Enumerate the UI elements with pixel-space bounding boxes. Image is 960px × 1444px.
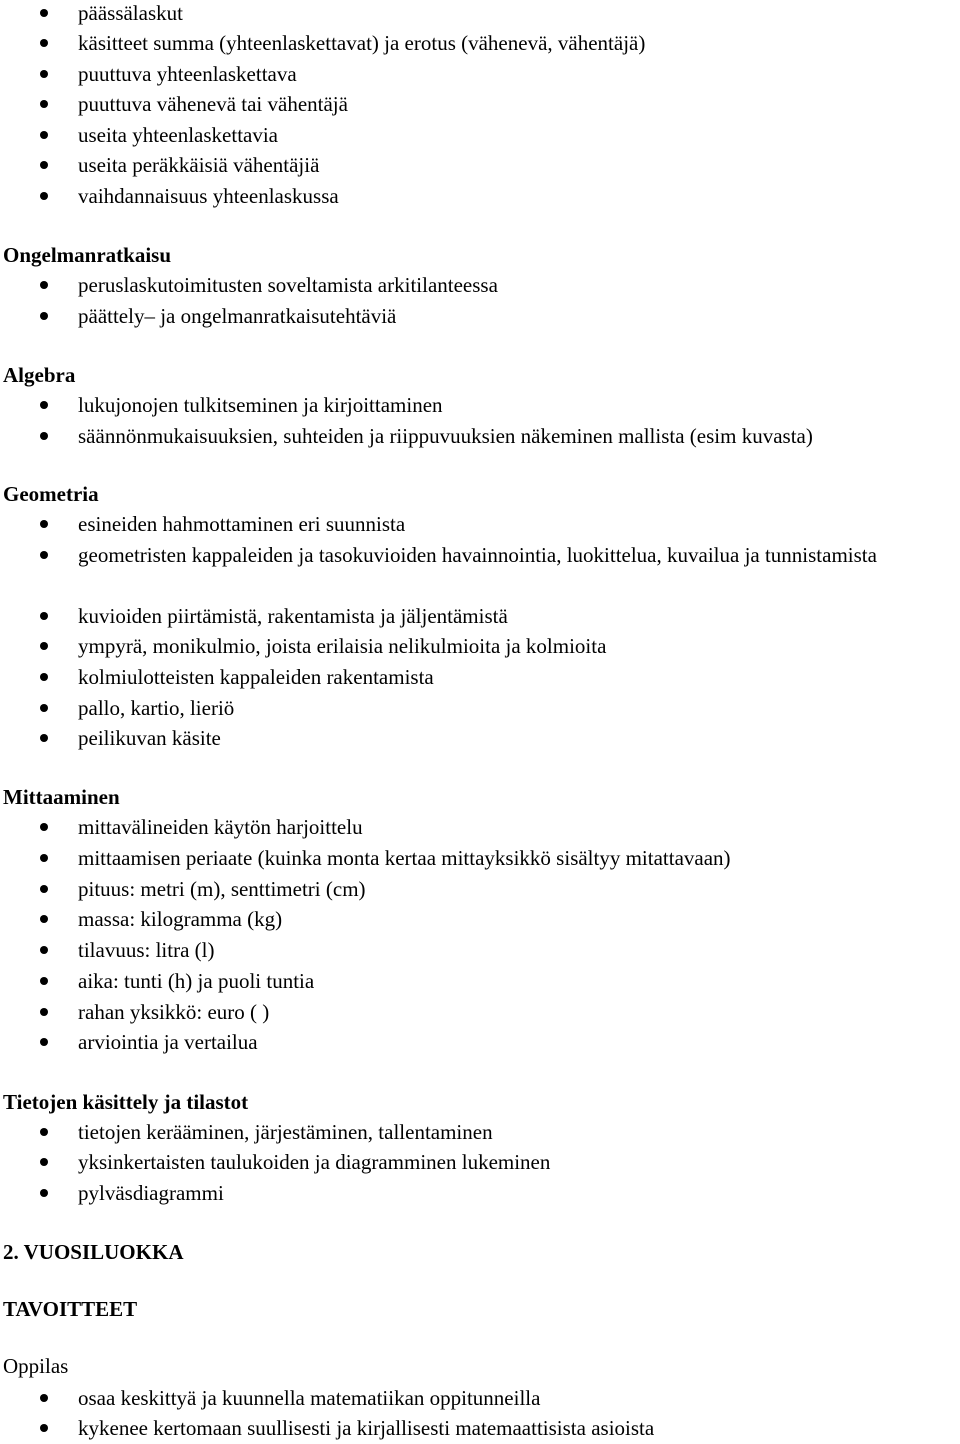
list-item: osaa keskittyä ja kuunnella matematiikan oppitunneilla bbox=[78, 1386, 541, 1410]
list-item: kykenee kertomaan suullisesti ja kirjallisesti matemaattisista asioista bbox=[78, 1416, 655, 1440]
list-item: ympyrä, monikulmio, joista erilaisia nelikulmioita ja kolmioita bbox=[78, 634, 607, 658]
list-item: peilikuvan käsite bbox=[78, 726, 221, 750]
list-item: mittaamisen periaate (kuinka monta kertaa mittayksikkö sisältyy mitattavaan) bbox=[78, 846, 731, 870]
list-item: lukujonojen tulkitseminen ja kirjoittaminen bbox=[78, 393, 443, 417]
section-heading: Geometria bbox=[3, 482, 99, 506]
list-item: mittavälineiden käytön harjoittelu bbox=[78, 815, 363, 839]
list-item: esineiden hahmottaminen eri suunnista bbox=[78, 512, 406, 536]
list-item: arviointia ja vertailua bbox=[78, 1030, 258, 1054]
list-item: tilavuus: litra (l) bbox=[78, 938, 215, 962]
list-item: useita yhteenlaskettavia bbox=[78, 123, 279, 147]
list-item: geometristen kappaleiden ja tasokuvioiden havainnointia, luokittelua, kuvailua ja tunnistamista bbox=[78, 543, 877, 567]
grade-heading: 2. VUOSILUOKKA bbox=[3, 1240, 184, 1264]
list-item: aika: tunti (h) ja puoli tuntia bbox=[78, 969, 315, 993]
list-item: pallo, kartio, lieriö bbox=[78, 696, 235, 720]
list-item: tietojen kerääminen, järjestäminen, tallentaminen bbox=[78, 1120, 493, 1144]
list-item: peruslaskutoimitusten soveltamista arkitilanteessa bbox=[78, 273, 498, 297]
list-item: kolmiulotteisten kappaleiden rakentamista bbox=[78, 665, 434, 689]
list-item: käsitteet summa (yhteenlaskettavat) ja erotus (vähenevä, vähentäjä) bbox=[78, 31, 646, 55]
list-item: useita peräkkäisiä vähentäjiä bbox=[78, 153, 320, 177]
list-item: pylväsdiagrammi bbox=[78, 1181, 224, 1205]
list-item: yksinkertaisten taulukoiden ja diagramminen lukeminen bbox=[78, 1150, 551, 1174]
pupil-heading: Oppilas bbox=[3, 1354, 69, 1378]
section-heading: Algebra bbox=[3, 363, 76, 387]
list-item: rahan yksikkö: euro ( ) bbox=[78, 1000, 270, 1024]
list-item: säännönmukaisuuksien, suhteiden ja riippuvuuksien näkeminen mallista (esim kuvasta) bbox=[78, 424, 813, 448]
section-heading: Mittaaminen bbox=[3, 785, 120, 809]
goals-heading: TAVOITTEET bbox=[3, 1297, 138, 1321]
list-item: puuttuva yhteenlaskettava bbox=[78, 62, 297, 86]
list-item: massa: kilogramma (kg) bbox=[78, 907, 283, 931]
list-item: puuttuva vähenevä tai vähentäjä bbox=[78, 92, 348, 116]
list-item: pituus: metri (m), senttimetri (cm) bbox=[78, 877, 366, 901]
list-item: vaihdannaisuus yhteenlaskussa bbox=[78, 184, 339, 208]
list-item: kuvioiden piirtämistä, rakentamista ja jäljentämistä bbox=[78, 604, 508, 628]
section-heading: Ongelmanratkaisu bbox=[3, 243, 172, 267]
list-item: päättely– ja ongelmanratkaisutehtäviä bbox=[78, 304, 397, 328]
list-item: päässälaskut bbox=[78, 1, 183, 25]
section-heading: Tietojen käsittely ja tilastot bbox=[3, 1090, 249, 1114]
